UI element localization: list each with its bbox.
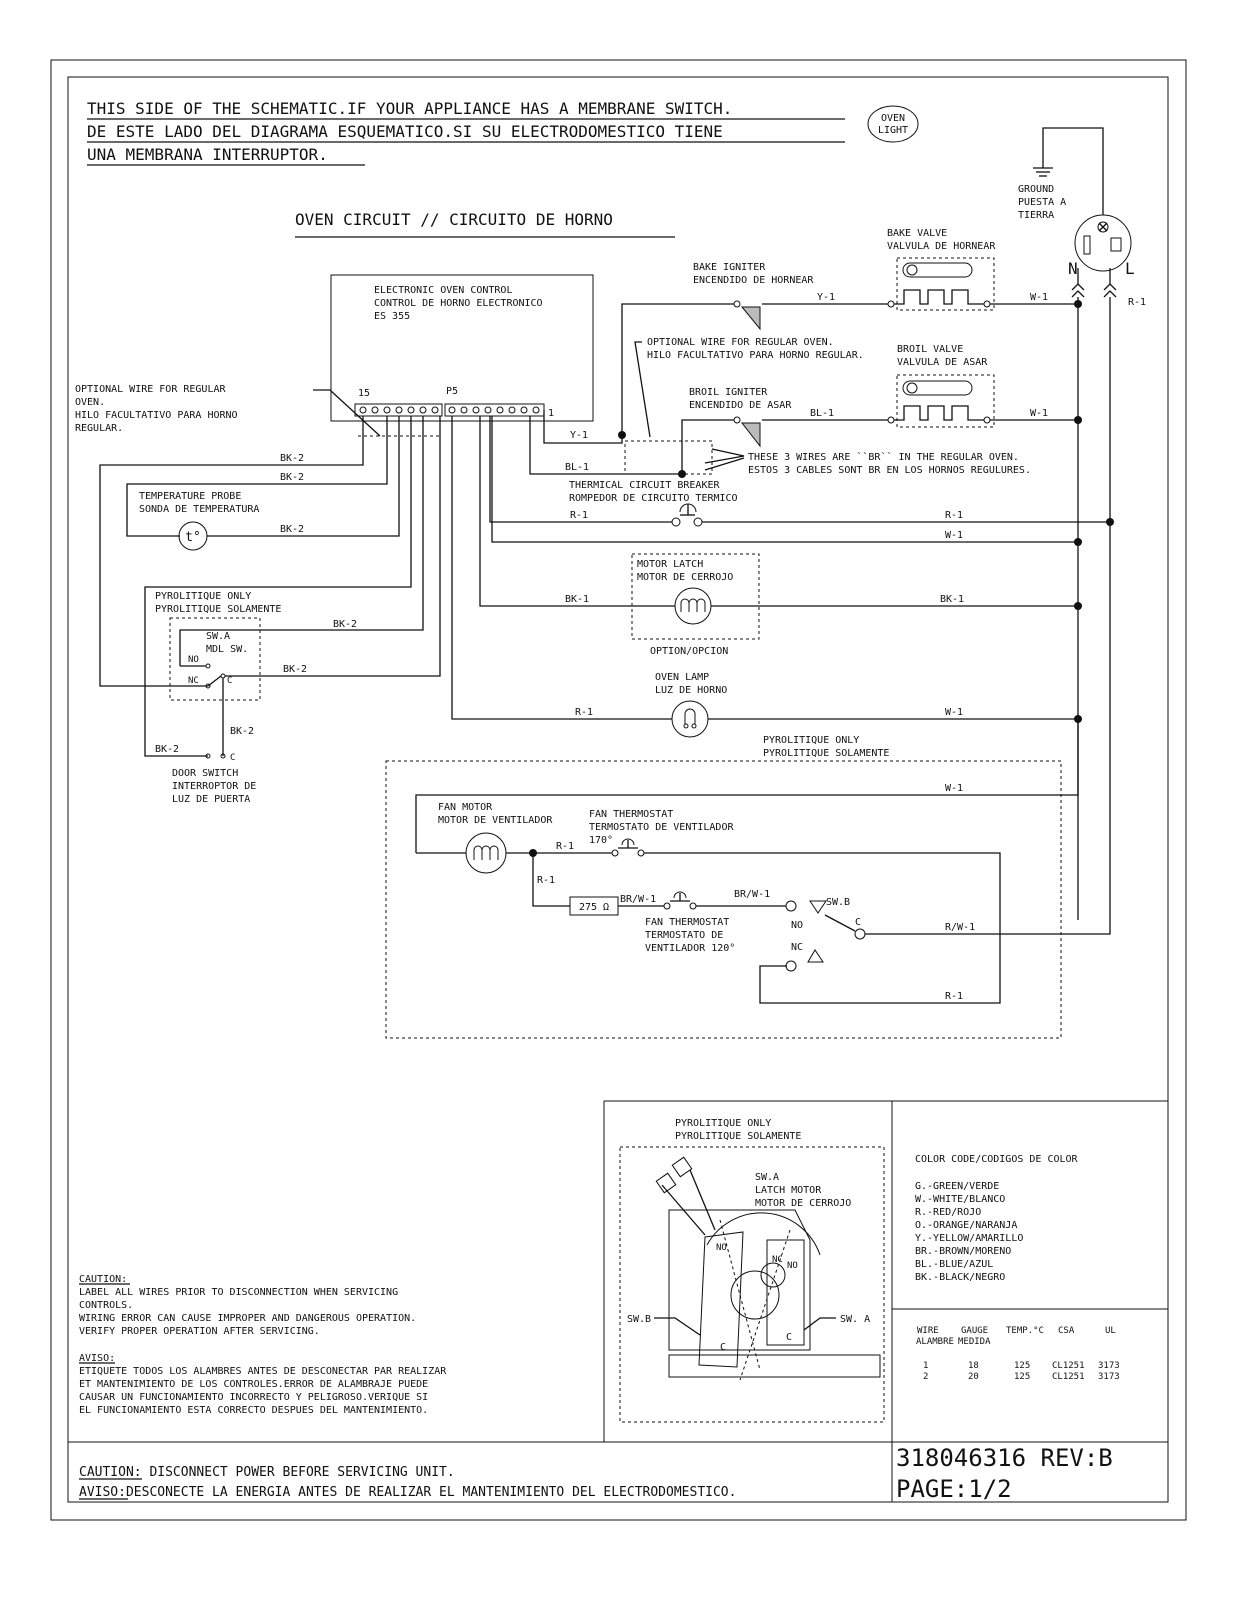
ground-label: GROUND bbox=[1018, 184, 1055, 195]
note-line: OPTIONAL WIRE FOR REGULAR OVEN. bbox=[647, 337, 834, 348]
note-line: REGULAR. bbox=[75, 423, 124, 434]
wire-spec-table bbox=[916, 1326, 1120, 1382]
detail-swb-label: SW.B bbox=[627, 1314, 652, 1325]
electronic-oven-control bbox=[331, 275, 593, 421]
aviso-line: ETIQUETE TODOS LOS ALAMBRES ANTES DE DESCONECTAR PAR REALIZAR bbox=[79, 1366, 447, 1377]
fan-thermostat2-label: FAN THERMOSTAT bbox=[645, 917, 730, 928]
wire-label-w1-lamp: W-1 bbox=[945, 707, 964, 718]
bake-valve-label-es: VALVULA DE HORNEAR bbox=[887, 241, 996, 252]
line-label: L bbox=[1125, 259, 1135, 278]
wire-label-w1-control: W-1 bbox=[945, 530, 964, 541]
fan-thermostat2-label-es: TERMOSTATO DE bbox=[645, 930, 724, 941]
page-number: PAGE:1/2 bbox=[896, 1475, 1012, 1503]
door-switch-label-es-2: LUZ DE PUERTA bbox=[172, 794, 251, 805]
oven-light-badge bbox=[868, 106, 918, 142]
wire-label-brw1-a: BR/W-1 bbox=[620, 894, 657, 905]
fan-thermostat-label: FAN THERMOSTAT bbox=[589, 809, 674, 820]
neutral-label: N bbox=[1068, 259, 1078, 278]
footer-caution-label: CAUTION: bbox=[79, 1465, 142, 1480]
oven-light-label-2: LIGHT bbox=[877, 125, 909, 136]
caution-line: WIRING ERROR CAN CAUSE IMPROPER AND DANGEROUS OPERATION. bbox=[79, 1313, 417, 1324]
oven-lamp bbox=[655, 672, 727, 737]
wire-label-r1-fan: R-1 bbox=[556, 841, 575, 852]
detail-c-1: C bbox=[720, 1342, 727, 1353]
color-code-item: BL.-BLUE/AZUL bbox=[915, 1259, 994, 1270]
color-code-item: Y.-YELLOW/AMARILLO bbox=[915, 1233, 1024, 1244]
header-line-2: DE ESTE LADO DEL DIAGRAMA ESQUEMATICO.SI SU ELECTRODOMESTICO TIENE bbox=[87, 122, 723, 141]
table-cell: 125 bbox=[1014, 1372, 1031, 1382]
wire-label-r1: R-1 bbox=[570, 510, 589, 521]
broil-igniter-label-es: ENCENDIDO DE ASAR bbox=[689, 400, 792, 411]
ground-symbol bbox=[1018, 128, 1103, 221]
wire-label-bk2-3: BK-2 bbox=[280, 524, 305, 535]
wire-label-bl1: BL-1 bbox=[810, 408, 835, 419]
svg-text:CAUTION: DISCONNECT POWER BEFO bbox=[79, 1465, 455, 1480]
connector-p5 bbox=[445, 404, 544, 416]
breaker-label: THERMICAL CIRCUIT BREAKER bbox=[569, 480, 720, 491]
p5-label: P5 bbox=[446, 386, 459, 397]
svg-text:AVISO:DESCONECTE LA ENERGIA AN bbox=[79, 1485, 736, 1500]
swb-label: SW.B bbox=[826, 897, 851, 908]
detail-latch: LATCH MOTOR bbox=[755, 1185, 822, 1196]
wire-label-bk2-6: BK-2 bbox=[230, 726, 255, 737]
power-plug bbox=[1068, 215, 1146, 926]
color-code-item: O.-ORANGE/NARANJA bbox=[915, 1220, 1018, 1231]
ground-label-es-2: TIERRA bbox=[1018, 210, 1055, 221]
connector-pins bbox=[360, 407, 539, 413]
oven-lamp-label: OVEN LAMP bbox=[655, 672, 710, 683]
footer bbox=[79, 1444, 1113, 1503]
door-switch bbox=[172, 768, 256, 805]
detail-c-2: C bbox=[786, 1332, 793, 1343]
note-line: OPTIONAL WIRE FOR REGULAR bbox=[75, 384, 226, 395]
control-model: ES 355 bbox=[374, 311, 411, 322]
pyrolitique-left bbox=[145, 416, 440, 763]
oven-light-label-1: OVEN bbox=[880, 113, 906, 124]
wire-label-bk1: BK-1 bbox=[565, 594, 590, 605]
motor-latch-label-es: MOTOR DE CERROJO bbox=[637, 572, 734, 583]
fan-thermostat-temp: 170° bbox=[589, 835, 614, 846]
wire-label-bk2-2: BK-2 bbox=[280, 472, 305, 483]
bake-valve bbox=[887, 228, 996, 310]
aviso-line: ET MANTENIMIENTO DE LOS CONTROLES.ERROR DE ALAMBRAJE PUEDE bbox=[79, 1379, 429, 1390]
door-switch-label: DOOR SWITCH bbox=[172, 768, 239, 779]
wire-label-w1-broil: W-1 bbox=[1030, 408, 1049, 419]
pyro-label-es: PYROLITIQUE SOLAMENTE bbox=[155, 604, 282, 615]
detail-swa: SW.A bbox=[755, 1172, 780, 1183]
bake-igniter bbox=[693, 262, 814, 329]
header-line-1: THIS SIDE OF THE SCHEMATIC.IF YOUR APPLIANCE HAS A MEMBRANE SWITCH. bbox=[87, 99, 733, 118]
table-subheader: ALAMBRE bbox=[916, 1337, 954, 1347]
table-cell: 20 bbox=[968, 1372, 979, 1382]
wire-label-r1-return: R-1 bbox=[945, 991, 964, 1002]
table-header: TEMP.°C bbox=[1006, 1326, 1044, 1336]
br-wires-note bbox=[705, 449, 1031, 476]
wire-label-w1: W-1 bbox=[1030, 292, 1049, 303]
resistor-label: 275 Ω bbox=[578, 902, 610, 913]
detail-no-2: NO bbox=[787, 1261, 798, 1271]
detail-no: NO bbox=[716, 1243, 727, 1253]
wire-bk2-probe-a bbox=[127, 416, 387, 536]
bake-igniter-label-es: ENCENDIDO DE HORNEAR bbox=[693, 275, 814, 286]
fan-motor-label: FAN MOTOR bbox=[438, 802, 493, 813]
wire-label-bk2-4: BK-2 bbox=[333, 619, 358, 630]
wire-label-bk2-7: BK-2 bbox=[155, 744, 180, 755]
footer-aviso-text: DESCONECTE LA ENERGIA ANTES DE REALIZAR EL MANTENIMIENTO DEL ELECTRODOMESTICO. bbox=[125, 1485, 737, 1500]
connector-left bbox=[355, 404, 442, 416]
fan-thermostat2-temp: VENTILADOR 120° bbox=[645, 943, 736, 954]
detail-title-es: PYROLITIQUE SOLAMENTE bbox=[675, 1131, 802, 1142]
table-cell: 3173 bbox=[1098, 1361, 1120, 1371]
aviso-line: EL FUNCIONAMIENTO ESTA CORRECTO DESPUES DEL MANTENIMIENTO. bbox=[79, 1405, 429, 1416]
control-label-es: CONTROL DE HORNO ELECTRONICO bbox=[374, 298, 543, 309]
wire-label-bl1-control: BL-1 bbox=[565, 462, 590, 473]
bake-valve-label: BAKE VALVE bbox=[887, 228, 948, 239]
c-label: C bbox=[227, 676, 233, 686]
detail-title: PYROLITIQUE ONLY bbox=[675, 1118, 772, 1129]
wire-label-r1-res: R-1 bbox=[537, 875, 556, 886]
note-line: HILO FACULTATIVO PARA HORNO bbox=[75, 410, 238, 421]
table-header: UL bbox=[1105, 1326, 1116, 1336]
table-header: GAUGE bbox=[961, 1326, 989, 1336]
pyrolitique-fan-circuit bbox=[386, 719, 1110, 1038]
header-note bbox=[87, 99, 845, 165]
optional-wire-box bbox=[625, 441, 712, 474]
pyrolitique-detail bbox=[620, 1118, 884, 1422]
fan-motor-symbol bbox=[466, 833, 506, 873]
wire-label-y1-control: Y-1 bbox=[570, 430, 589, 441]
breaker-label-es: ROMPEDOR DE CIRCUITO TERMICO bbox=[569, 493, 738, 504]
color-code-item: R.-RED/ROJO bbox=[915, 1207, 982, 1218]
thermal-circuit-breaker bbox=[569, 480, 738, 526]
wire-label-bk2-5: BK-2 bbox=[283, 664, 308, 675]
wire-label-w1-fan: W-1 bbox=[945, 783, 964, 794]
note-line: HILO FACULTATIVO PARA HORNO REGULAR. bbox=[647, 350, 864, 361]
fan-thermostat-label-es: TERMOSTATO DE VENTILADOR bbox=[589, 822, 734, 833]
nc-label: NC bbox=[188, 676, 199, 686]
table-header: WIRE bbox=[917, 1326, 939, 1336]
wire-label-r1-line: R-1 bbox=[945, 510, 964, 521]
swb-nc-label: NC bbox=[791, 942, 804, 953]
wire-label-brw1-b: BR/W-1 bbox=[734, 889, 771, 900]
part-number: 318046316 REV:B bbox=[896, 1444, 1113, 1472]
pin-1-label: 1 bbox=[548, 408, 555, 419]
swa-label-es: MDL SW. bbox=[206, 644, 249, 655]
broil-igniter bbox=[689, 387, 792, 446]
detail-nc: NC bbox=[772, 1255, 783, 1265]
wire-label-bk2-1: BK-2 bbox=[280, 453, 305, 464]
fan-motor-label-es: MOTOR DE VENTILADOR bbox=[438, 815, 553, 826]
table-cell: CL1251 bbox=[1052, 1361, 1085, 1371]
table-cell: 18 bbox=[968, 1361, 979, 1371]
pyro-mid-label: PYROLITIQUE ONLY bbox=[763, 735, 860, 746]
caution-block bbox=[79, 1274, 447, 1416]
caution-title: CAUTION: bbox=[79, 1274, 128, 1285]
swb-c-label: C bbox=[855, 917, 862, 928]
option-label: OPTION/OPCION bbox=[650, 646, 729, 657]
note-line: OVEN. bbox=[75, 397, 106, 408]
color-code-item: W.-WHITE/BLANCO bbox=[915, 1194, 1006, 1205]
pin-15-label: 15 bbox=[358, 388, 371, 399]
probe-label: TEMPERATURE PROBE bbox=[139, 491, 242, 502]
wire-label-bk1-neutral: BK-1 bbox=[940, 594, 965, 605]
detail-swa-label: SW. A bbox=[840, 1314, 871, 1325]
optional-wire-note-left bbox=[75, 384, 440, 436]
caution-line: VERIFY PROPER OPERATION AFTER SERVICING. bbox=[79, 1326, 320, 1337]
caution-line: CONTROLS. bbox=[79, 1300, 134, 1311]
swa-label: SW.A bbox=[206, 631, 231, 642]
motor-latch-label: MOTOR LATCH bbox=[637, 559, 704, 570]
footer-caution-text: DISCONNECT POWER BEFORE SERVICING UNIT. bbox=[141, 1465, 455, 1480]
color-code-item: BK.-BLACK/NEGRO bbox=[915, 1272, 1006, 1283]
temperature-probe bbox=[139, 491, 259, 550]
probe-symbol: t° bbox=[185, 530, 201, 545]
broil-valve-label: BROIL VALVE bbox=[897, 344, 964, 355]
oven-lamp-label-es: LUZ DE HORNO bbox=[655, 685, 728, 696]
note-line: ESTOS 3 CABLES SONT BR EN LOS HORNOS REGULURES. bbox=[748, 465, 1031, 476]
broil-valve-label-es: VALVULA DE ASAR bbox=[897, 357, 988, 368]
table-cell: 1 bbox=[923, 1361, 929, 1371]
aviso-title: AVISO: bbox=[79, 1353, 116, 1364]
aviso-line: CAUSAR UN FUNCIONAMIENTO INCORRECTO Y PELIGROSO.VERIQUE SI bbox=[79, 1392, 429, 1403]
broil-valve bbox=[888, 344, 994, 427]
broil-igniter-label: BROIL IGNITER bbox=[689, 387, 768, 398]
table-cell: 2 bbox=[923, 1372, 929, 1382]
footer-aviso-label: AVISO: bbox=[79, 1485, 126, 1500]
caution-line: LABEL ALL WIRES PRIOR TO DISCONNECTION WHEN SERVICING bbox=[79, 1287, 399, 1298]
no-label: NO bbox=[188, 655, 199, 665]
detail-latch-es: MOTOR DE CERROJO bbox=[755, 1198, 852, 1209]
table-cell: CL1251 bbox=[1052, 1372, 1085, 1382]
wire-bl1-control bbox=[530, 416, 682, 474]
door-switch-label-es-1: INTERROPTOR DE bbox=[172, 781, 257, 792]
table-cell: 125 bbox=[1014, 1361, 1031, 1371]
color-code-item: BR.-BROWN/MORENO bbox=[915, 1246, 1012, 1257]
note-line: THESE 3 WIRES ARE ``BR`` IN THE REGULAR OVEN. bbox=[748, 452, 1019, 463]
bake-igniter-label: BAKE IGNITER bbox=[693, 262, 766, 273]
wire-label-r1-lamp: R-1 bbox=[575, 707, 594, 718]
door-c-label: C bbox=[230, 753, 236, 763]
table-cell: 3173 bbox=[1098, 1372, 1120, 1382]
ground-label-es-1: PUESTA A bbox=[1018, 197, 1067, 208]
pyro-mid-label-es: PYROLITIQUE SOLAMENTE bbox=[763, 748, 890, 759]
table-subheader: MEDIDA bbox=[958, 1337, 991, 1347]
table-header: CSA bbox=[1058, 1326, 1075, 1336]
color-code-title: COLOR CODE/CODIGOS DE COLOR bbox=[915, 1154, 1078, 1165]
line-wire-label: R-1 bbox=[1128, 297, 1147, 308]
diagram-title: OVEN CIRCUIT // CIRCUITO DE HORNO bbox=[295, 210, 613, 229]
wire-label-rw1: R/W-1 bbox=[945, 922, 976, 933]
control-label: ELECTRONIC OVEN CONTROL bbox=[374, 285, 513, 296]
swb-no-label: NO bbox=[791, 920, 804, 931]
color-code-legend bbox=[915, 1154, 1079, 1283]
pyro-label: PYROLITIQUE ONLY bbox=[155, 591, 252, 602]
wire-label-y1: Y-1 bbox=[817, 292, 836, 303]
probe-label-es: SONDA DE TEMPERATURA bbox=[139, 504, 260, 515]
header-line-3: UNA MEMBRANA INTERRUPTOR. bbox=[87, 145, 328, 164]
color-code-item: G.-GREEN/VERDE bbox=[915, 1181, 1000, 1192]
